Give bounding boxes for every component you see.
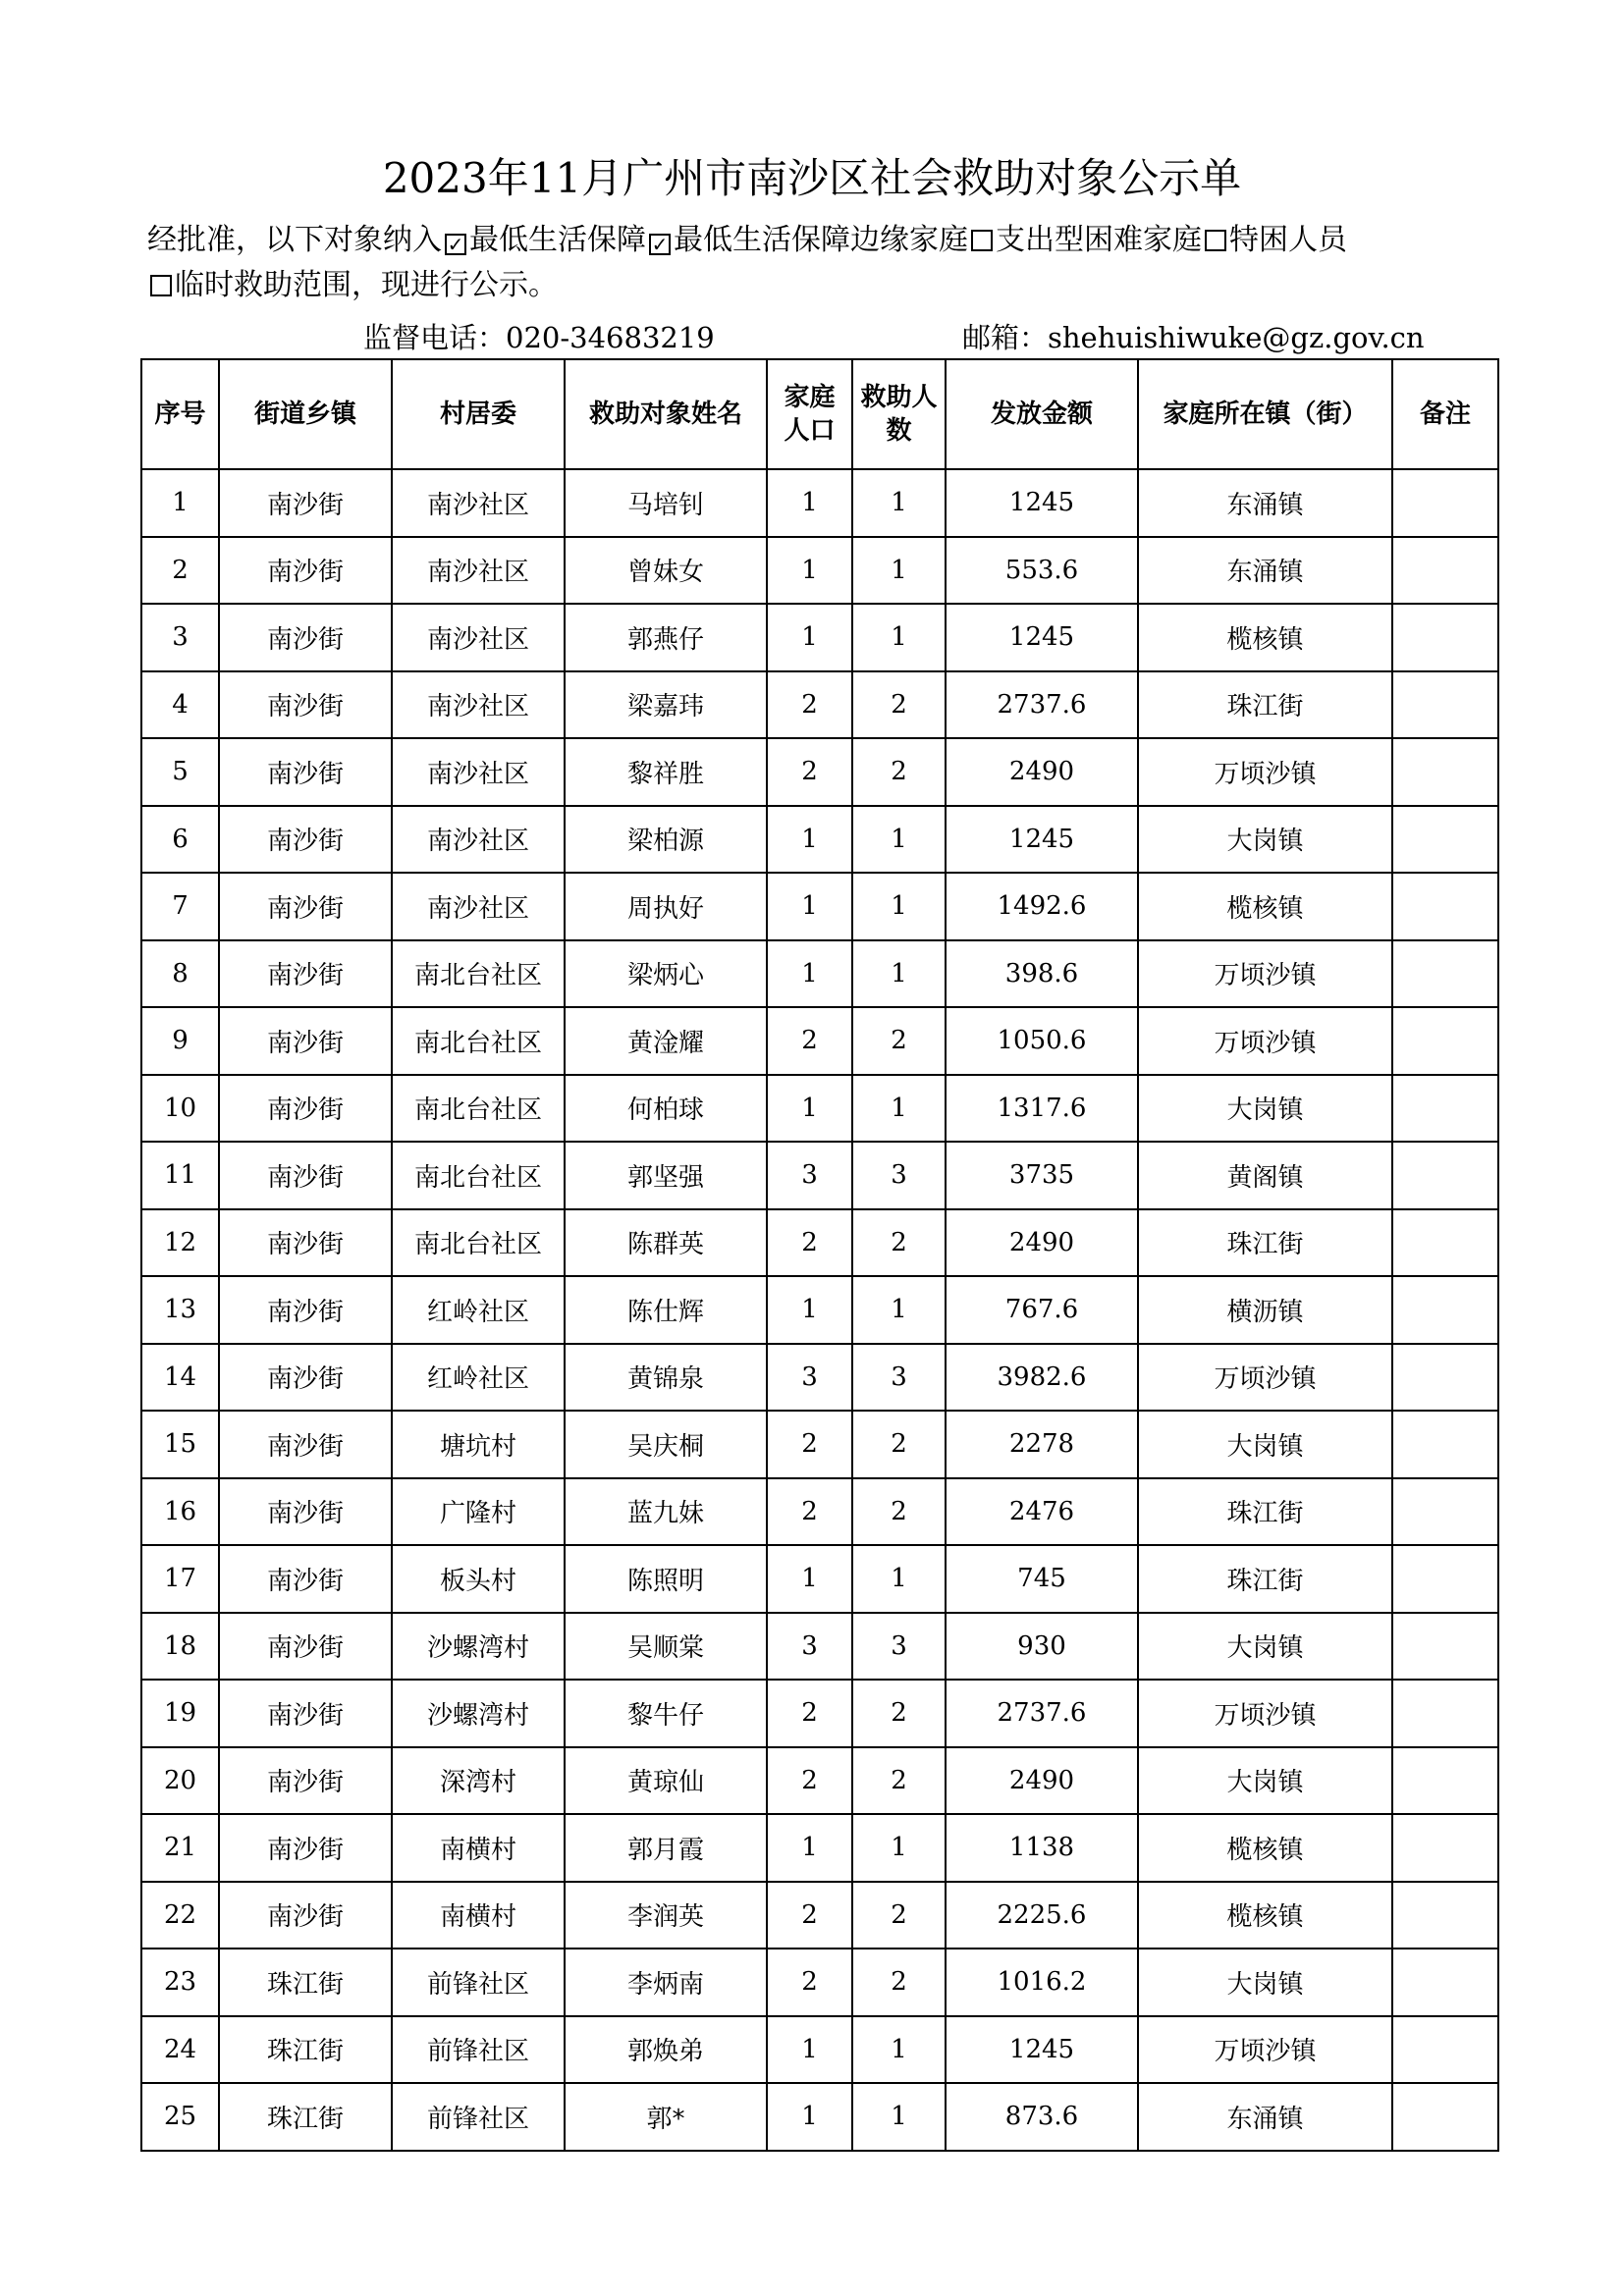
contact-email: 邮箱：shehuishiwuke@gz.gov.cn [962, 321, 1425, 354]
cell-name: 蓝九妹 [565, 1478, 767, 1546]
cell-home-town: 大岗镇 [1138, 1949, 1392, 2016]
cell-aided-count: 2 [852, 1007, 946, 1075]
cell-village: 前锋社区 [392, 1949, 565, 2016]
checkbox-unchecked-icon [1205, 230, 1226, 251]
cell-home-town: 万顷沙镇 [1138, 940, 1392, 1008]
table-row [141, 1209, 1498, 1277]
cell-aided-count: 3 [852, 1344, 946, 1412]
page-title: 2023年11月广州市南沙区社会救助对象公示单 [382, 154, 1242, 202]
table-row [141, 1007, 1498, 1075]
cell-remarks [1392, 1209, 1498, 1277]
intro-suffix: 范围，现进行公示。 [293, 268, 558, 302]
header-aided-count: 救助人数 [852, 359, 946, 469]
cell-household-size: 1 [767, 1276, 852, 1344]
cell-street: 南沙街 [219, 1545, 392, 1613]
cell-name: 黄琼仙 [565, 1747, 767, 1815]
cell-village: 深湾村 [392, 1747, 565, 1815]
cell-amount: 745 [946, 1545, 1138, 1613]
cell-street: 南沙街 [219, 604, 392, 671]
cell-name: 陈群英 [565, 1209, 767, 1277]
cell-aided-count: 2 [852, 671, 946, 739]
cell-name: 黎牛仔 [565, 1680, 767, 1747]
cell-name: 陈仕辉 [565, 1276, 767, 1344]
option-edge-family [646, 223, 968, 257]
cell-street: 南沙街 [219, 671, 392, 739]
cell-household-size: 1 [767, 1814, 852, 1882]
cell-name: 黄淦耀 [565, 1007, 767, 1075]
supervision-phone: 监督电话：020-34683219 [363, 321, 715, 354]
cell-village: 南北台社区 [392, 1007, 565, 1075]
cell-index: 2 [141, 537, 219, 605]
header-home-town: 家庭所在镇（街） [1138, 359, 1392, 469]
cell-street: 南沙街 [219, 1344, 392, 1412]
cell-household-size: 2 [767, 738, 852, 806]
cell-index: 23 [141, 1949, 219, 2016]
cell-index: 21 [141, 1814, 219, 1882]
cell-remarks [1392, 806, 1498, 874]
cell-amount: 930 [946, 1613, 1138, 1681]
cell-aided-count: 3 [852, 1613, 946, 1681]
cell-amount: 1050.6 [946, 1007, 1138, 1075]
cell-remarks [1392, 1276, 1498, 1344]
header-household-size: 家庭人口 [767, 359, 852, 469]
cell-aided-count: 1 [852, 537, 946, 605]
cell-home-town: 黄阁镇 [1138, 1142, 1392, 1209]
header-street: 街道乡镇 [219, 359, 392, 469]
checkbox-unchecked-icon [971, 230, 993, 251]
cell-name: 何柏球 [565, 1075, 767, 1143]
cell-index: 10 [141, 1075, 219, 1143]
option-special-hardship [1202, 223, 1347, 257]
cell-amount: 1317.6 [946, 1075, 1138, 1143]
cell-street: 南沙街 [219, 469, 392, 537]
cell-index: 17 [141, 1545, 219, 1613]
cell-amount: 1016.2 [946, 1949, 1138, 2016]
cell-remarks [1392, 1007, 1498, 1075]
cell-aided-count: 2 [852, 1747, 946, 1815]
table-row [141, 537, 1498, 605]
cell-aided-count: 1 [852, 1814, 946, 1882]
cell-amount: 3982.6 [946, 1344, 1138, 1412]
cell-aided-count: 1 [852, 873, 946, 940]
cell-home-town: 珠江街 [1138, 1478, 1392, 1546]
cell-remarks [1392, 1075, 1498, 1143]
cell-village: 南沙社区 [392, 873, 565, 940]
cell-household-size: 1 [767, 806, 852, 874]
cell-household-size: 3 [767, 1142, 852, 1209]
cell-household-size: 1 [767, 537, 852, 605]
cell-name: 吴庆桐 [565, 1411, 767, 1478]
cell-remarks [1392, 1478, 1498, 1546]
cell-street: 南沙街 [219, 1747, 392, 1815]
table-row [141, 469, 1498, 537]
cell-amount: 2737.6 [946, 1680, 1138, 1747]
cell-remarks [1392, 1747, 1498, 1815]
table-row [141, 1478, 1498, 1546]
cell-remarks [1392, 873, 1498, 940]
cell-index: 3 [141, 604, 219, 671]
cell-index: 14 [141, 1344, 219, 1412]
cell-street: 南沙街 [219, 1007, 392, 1075]
checkbox-unchecked-icon [150, 275, 172, 296]
cell-home-town: 大岗镇 [1138, 1075, 1392, 1143]
cell-name: 梁炳心 [565, 940, 767, 1008]
table-row [141, 1680, 1498, 1747]
cell-remarks [1392, 1545, 1498, 1613]
cell-index: 15 [141, 1411, 219, 1478]
table-row [141, 671, 1498, 739]
cell-name: 周执好 [565, 873, 767, 940]
cell-index: 24 [141, 2016, 219, 2084]
cell-home-town: 珠江街 [1138, 1209, 1392, 1277]
cell-home-town: 榄核镇 [1138, 873, 1392, 940]
cell-home-town: 横沥镇 [1138, 1276, 1392, 1344]
cell-street: 南沙街 [219, 738, 392, 806]
cell-home-town: 榄核镇 [1138, 1814, 1392, 1882]
cell-village: 板头村 [392, 1545, 565, 1613]
cell-home-town: 珠江街 [1138, 1545, 1392, 1613]
cell-index: 16 [141, 1478, 219, 1546]
cell-home-town: 东涌镇 [1138, 537, 1392, 605]
cell-home-town: 大岗镇 [1138, 1411, 1392, 1478]
table-row [141, 1411, 1498, 1478]
cell-village: 南横村 [392, 1814, 565, 1882]
cell-remarks [1392, 2083, 1498, 2151]
cell-street: 南沙街 [219, 1075, 392, 1143]
cell-village: 南沙社区 [392, 604, 565, 671]
option-basic-living-security [442, 223, 646, 257]
cell-village: 广隆村 [392, 1478, 565, 1546]
cell-name: 郭焕弟 [565, 2016, 767, 2084]
cell-amount: 873.6 [946, 2083, 1138, 2151]
cell-index: 9 [141, 1007, 219, 1075]
option-label: 最低生活保障边缘家庭 [674, 223, 968, 257]
cell-village: 南北台社区 [392, 1142, 565, 1209]
option-temporary-aid [147, 268, 293, 302]
cell-remarks [1392, 1411, 1498, 1478]
cell-household-size: 2 [767, 1209, 852, 1277]
cell-village: 南沙社区 [392, 537, 565, 605]
cell-remarks [1392, 1949, 1498, 2016]
cell-household-size: 2 [767, 1680, 852, 1747]
aid-recipients-table [140, 358, 1499, 2152]
cell-remarks [1392, 671, 1498, 739]
cell-street: 南沙街 [219, 1142, 392, 1209]
cell-aided-count: 1 [852, 604, 946, 671]
cell-index: 8 [141, 940, 219, 1008]
cell-amount: 1492.6 [946, 873, 1138, 940]
cell-name: 郭* [565, 2083, 767, 2151]
cell-remarks [1392, 1814, 1498, 1882]
cell-village: 南沙社区 [392, 738, 565, 806]
cell-village: 南沙社区 [392, 671, 565, 739]
cell-household-size: 2 [767, 1411, 852, 1478]
cell-home-town: 万顷沙镇 [1138, 1680, 1392, 1747]
cell-remarks [1392, 940, 1498, 1008]
cell-home-town: 大岗镇 [1138, 1613, 1392, 1681]
cell-home-town: 大岗镇 [1138, 806, 1392, 874]
cell-street: 南沙街 [219, 806, 392, 874]
cell-amount: 2490 [946, 1209, 1138, 1277]
header-name: 救助对象姓名 [565, 359, 767, 469]
cell-household-size: 2 [767, 1882, 852, 1949]
table-row [141, 1344, 1498, 1412]
cell-aided-count: 2 [852, 1882, 946, 1949]
cell-amount: 1138 [946, 1814, 1138, 1882]
cell-home-town: 万顷沙镇 [1138, 1344, 1392, 1412]
cell-amount: 3735 [946, 1142, 1138, 1209]
option-label: 支出型困难家庭 [996, 223, 1202, 257]
cell-aided-count: 3 [852, 1142, 946, 1209]
cell-home-town: 万顷沙镇 [1138, 2016, 1392, 2084]
cell-aided-count: 1 [852, 1075, 946, 1143]
cell-index: 4 [141, 671, 219, 739]
option-label: 临时救助 [175, 268, 293, 302]
cell-amount: 553.6 [946, 537, 1138, 605]
table-row [141, 2016, 1498, 2084]
cell-street: 南沙街 [219, 537, 392, 605]
table-row [141, 738, 1498, 806]
cell-street: 南沙街 [219, 1613, 392, 1681]
cell-street: 南沙街 [219, 940, 392, 1008]
cell-aided-count: 1 [852, 469, 946, 537]
header-amount: 发放金额 [946, 359, 1138, 469]
cell-index: 11 [141, 1142, 219, 1209]
cell-street: 南沙街 [219, 1209, 392, 1277]
cell-household-size: 1 [767, 604, 852, 671]
cell-amount: 1245 [946, 604, 1138, 671]
table-row [141, 1075, 1498, 1143]
cell-remarks [1392, 604, 1498, 671]
checkbox-checked-icon: ✓ [649, 234, 671, 255]
cell-home-town: 大岗镇 [1138, 1747, 1392, 1815]
cell-index: 6 [141, 806, 219, 874]
option-label: 特困人员 [1229, 223, 1347, 257]
cell-remarks [1392, 2016, 1498, 2084]
cell-household-size: 1 [767, 940, 852, 1008]
cell-name: 黎祥胜 [565, 738, 767, 806]
cell-household-size: 3 [767, 1613, 852, 1681]
table-row [141, 1882, 1498, 1949]
cell-amount: 1245 [946, 2016, 1138, 2084]
cell-household-size: 2 [767, 671, 852, 739]
cell-aided-count: 2 [852, 1680, 946, 1747]
cell-amount: 767.6 [946, 1276, 1138, 1344]
cell-street: 南沙街 [219, 1680, 392, 1747]
cell-remarks [1392, 1613, 1498, 1681]
cell-household-size: 2 [767, 1007, 852, 1075]
cell-home-town: 珠江街 [1138, 671, 1392, 739]
cell-amount: 398.6 [946, 940, 1138, 1008]
cell-village: 前锋社区 [392, 2016, 565, 2084]
header-village: 村居委 [392, 359, 565, 469]
table-row [141, 1613, 1498, 1681]
checkbox-checked-icon: ✓ [445, 234, 466, 255]
cell-aided-count: 2 [852, 1949, 946, 2016]
cell-amount: 2737.6 [946, 671, 1138, 739]
cell-household-size: 1 [767, 2016, 852, 2084]
intro-paragraph [147, 218, 1502, 308]
cell-amount: 2476 [946, 1478, 1138, 1546]
cell-index: 5 [141, 738, 219, 806]
cell-name: 李炳南 [565, 1949, 767, 2016]
cell-household-size: 1 [767, 1075, 852, 1143]
cell-home-town: 东涌镇 [1138, 2083, 1392, 2151]
cell-household-size: 1 [767, 2083, 852, 2151]
cell-aided-count: 2 [852, 1209, 946, 1277]
cell-street: 南沙街 [219, 1276, 392, 1344]
cell-household-size: 1 [767, 1545, 852, 1613]
cell-name: 吴顺棠 [565, 1613, 767, 1681]
option-expenditure-difficulty [968, 223, 1202, 257]
cell-village: 南横村 [392, 1882, 565, 1949]
cell-aided-count: 2 [852, 1478, 946, 1546]
cell-remarks [1392, 1142, 1498, 1209]
cell-index: 20 [141, 1747, 219, 1815]
cell-amount: 1245 [946, 806, 1138, 874]
cell-household-size: 1 [767, 873, 852, 940]
cell-aided-count: 1 [852, 940, 946, 1008]
intro-prefix: 经批准，以下对象纳入 [147, 223, 442, 257]
table-row [141, 2083, 1498, 2151]
cell-name: 郭燕仔 [565, 604, 767, 671]
cell-street: 南沙街 [219, 1478, 392, 1546]
cell-street: 南沙街 [219, 1882, 392, 1949]
cell-street: 南沙街 [219, 1814, 392, 1882]
header-index: 序号 [141, 359, 219, 469]
cell-aided-count: 1 [852, 1545, 946, 1613]
table-row [141, 873, 1498, 940]
cell-remarks [1392, 469, 1498, 537]
cell-home-town: 榄核镇 [1138, 1882, 1392, 1949]
cell-amount: 2490 [946, 738, 1138, 806]
table-body [141, 469, 1498, 2151]
cell-aided-count: 1 [852, 2083, 946, 2151]
cell-name: 郭月霞 [565, 1814, 767, 1882]
table-row [141, 1814, 1498, 1882]
cell-name: 黄锦泉 [565, 1344, 767, 1412]
header-remarks: 备注 [1392, 359, 1498, 469]
cell-index: 22 [141, 1882, 219, 1949]
option-label: 最低生活保障 [469, 223, 646, 257]
cell-amount: 2225.6 [946, 1882, 1138, 1949]
cell-household-size: 3 [767, 1344, 852, 1412]
cell-household-size: 2 [767, 1747, 852, 1815]
cell-index: 7 [141, 873, 219, 940]
cell-aided-count: 2 [852, 1411, 946, 1478]
cell-index: 12 [141, 1209, 219, 1277]
table-row [141, 1142, 1498, 1209]
cell-home-town: 榄核镇 [1138, 604, 1392, 671]
table-row [141, 604, 1498, 671]
table-row [141, 1747, 1498, 1815]
cell-amount: 2490 [946, 1747, 1138, 1815]
cell-aided-count: 1 [852, 806, 946, 874]
cell-name: 李润英 [565, 1882, 767, 1949]
table-row [141, 940, 1498, 1008]
cell-amount: 2278 [946, 1411, 1138, 1478]
cell-name: 郭坚强 [565, 1142, 767, 1209]
cell-name: 曾妹女 [565, 537, 767, 605]
cell-village: 沙螺湾村 [392, 1680, 565, 1747]
cell-street: 珠江街 [219, 2016, 392, 2084]
cell-remarks [1392, 738, 1498, 806]
cell-index: 1 [141, 469, 219, 537]
cell-aided-count: 1 [852, 1276, 946, 1344]
cell-remarks [1392, 1680, 1498, 1747]
cell-home-town: 东涌镇 [1138, 469, 1392, 537]
cell-name: 梁柏源 [565, 806, 767, 874]
cell-home-town: 万顷沙镇 [1138, 738, 1392, 806]
cell-remarks [1392, 1882, 1498, 1949]
cell-street: 南沙街 [219, 873, 392, 940]
cell-street: 南沙街 [219, 1411, 392, 1478]
table-header-row [141, 359, 1498, 469]
cell-name: 马培钊 [565, 469, 767, 537]
cell-village: 南沙社区 [392, 469, 565, 537]
cell-index: 25 [141, 2083, 219, 2151]
cell-village: 南沙社区 [392, 806, 565, 874]
cell-aided-count: 1 [852, 2016, 946, 2084]
cell-amount: 1245 [946, 469, 1138, 537]
cell-household-size: 2 [767, 1478, 852, 1546]
table-row [141, 1949, 1498, 2016]
cell-household-size: 1 [767, 469, 852, 537]
cell-index: 19 [141, 1680, 219, 1747]
cell-home-town: 万顷沙镇 [1138, 1007, 1392, 1075]
cell-village: 沙螺湾村 [392, 1613, 565, 1681]
cell-remarks [1392, 537, 1498, 605]
cell-village: 南北台社区 [392, 1075, 565, 1143]
table-row [141, 1545, 1498, 1613]
cell-index: 13 [141, 1276, 219, 1344]
cell-village: 前锋社区 [392, 2083, 565, 2151]
table-row [141, 1276, 1498, 1344]
cell-household-size: 2 [767, 1949, 852, 2016]
cell-village: 红岭社区 [392, 1276, 565, 1344]
cell-name: 梁嘉玮 [565, 671, 767, 739]
cell-name: 陈照明 [565, 1545, 767, 1613]
cell-village: 南北台社区 [392, 1209, 565, 1277]
cell-street: 珠江街 [219, 1949, 392, 2016]
cell-aided-count: 2 [852, 738, 946, 806]
cell-village: 南北台社区 [392, 940, 565, 1008]
table-row [141, 806, 1498, 874]
cell-village: 塘坑村 [392, 1411, 565, 1478]
cell-index: 18 [141, 1613, 219, 1681]
cell-remarks [1392, 1344, 1498, 1412]
cell-street: 珠江街 [219, 2083, 392, 2151]
cell-village: 红岭社区 [392, 1344, 565, 1412]
